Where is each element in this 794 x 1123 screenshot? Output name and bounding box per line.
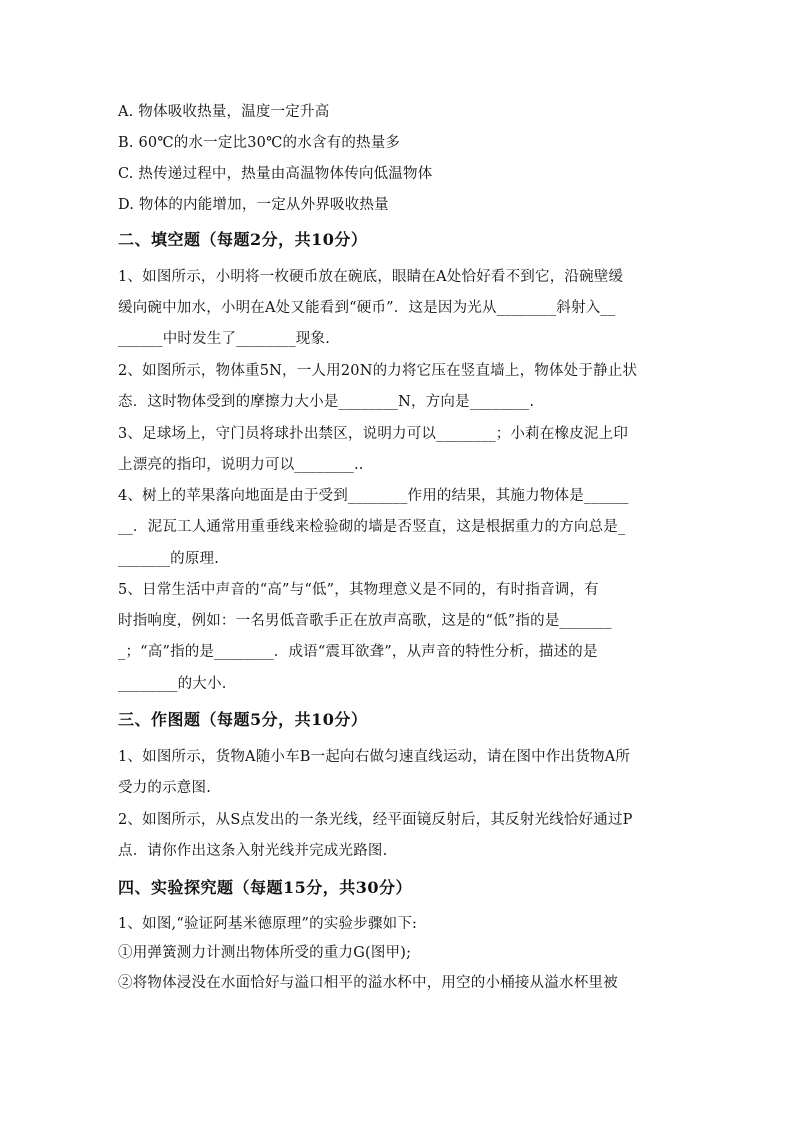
question-line: 点．请你作出这条入射光线并完成光路图. bbox=[118, 843, 388, 859]
section-heading-fill-blank: 二、填空题（每题2分，共10分） bbox=[118, 230, 368, 249]
question-line: 4、树上的苹果落向地面是由于受到________作用的结果，其施力物体是______ bbox=[118, 488, 629, 504]
option-b: B. 60℃的水一定比30℃的水含有的热量多 bbox=[118, 135, 401, 151]
question-line: 2、如图所示，物体重5N，一人用20N的力将它压在竖直墙上，物体处于静止状 bbox=[118, 363, 638, 379]
question-line: ________的大小. bbox=[118, 676, 227, 692]
question-line: _______的原理. bbox=[118, 551, 220, 567]
question-line: 2、如图所示，从S点发出的一条光线，经平面镜反射后，其反射光线恰好通过P bbox=[118, 812, 633, 828]
question-line: 1、如图,“验证阿基米德原理”的实验步骤如下: bbox=[118, 916, 418, 932]
question-line: 缓向碗中加水，小明在A处又能看到“硬币”．这是因为光从________斜射入__ bbox=[118, 300, 616, 316]
question-line: 1、如图所示，货物A随小车B一起向右做匀速直线运动，请在图中作出货物A所 bbox=[118, 749, 631, 765]
question-line: 上漂亮的指印，说明力可以________.. bbox=[118, 457, 364, 473]
option-a: A. 物体吸收热量，温度一定升高 bbox=[118, 104, 330, 120]
question-line: __．泥瓦工人通常用重垂线来检验砌的墙是否竖直，这是根据重力的方向总是_ bbox=[118, 519, 626, 535]
question-line: 3、足球场上，守门员将球扑出禁区，说明力可以________；小莉在橡皮泥上印 bbox=[118, 426, 629, 442]
option-c: C. 热传递过程中，热量由高温物体传向低温物体 bbox=[118, 166, 433, 182]
question-line: _；“高”指的是________．成语“震耳欲聋”，从声音的特性分析，描述的是 bbox=[118, 644, 598, 660]
section-heading-drawing: 三、作图题（每题5分，共10分） bbox=[118, 710, 368, 729]
question-line: ①用弹簧测力计测出物体所受的重力G(图甲); bbox=[118, 945, 412, 961]
question-line: ______中时发生了________现象. bbox=[118, 331, 331, 347]
question-line: 1、如图所示，小明将一枚硬币放在碗底，眼睛在A处恰好看不到它，沿碗壁缓 bbox=[118, 269, 624, 285]
question-line: ②将物体浸没在水面恰好与溢口相平的溢水杯中，用空的小桶接从溢水杯里被 bbox=[118, 975, 618, 991]
section-heading-experiment: 四、实验探究题（每题15分，共30分） bbox=[118, 878, 413, 897]
option-d: D. 物体的内能增加，一定从外界吸收热量 bbox=[118, 197, 389, 213]
question-line: 受力的示意图. bbox=[118, 780, 212, 796]
question-line: 时指响度，例如：一名男低音歌手正在放声高歌，这是的“低”指的是_______ bbox=[118, 613, 612, 629]
question-line: 态．这时物体受到的摩擦力大小是________N，方向是________. bbox=[118, 394, 535, 410]
question-line: 5、日常生活中声音的“高”与“低”，其物理意义是不同的，有时指音调，有 bbox=[118, 582, 599, 598]
